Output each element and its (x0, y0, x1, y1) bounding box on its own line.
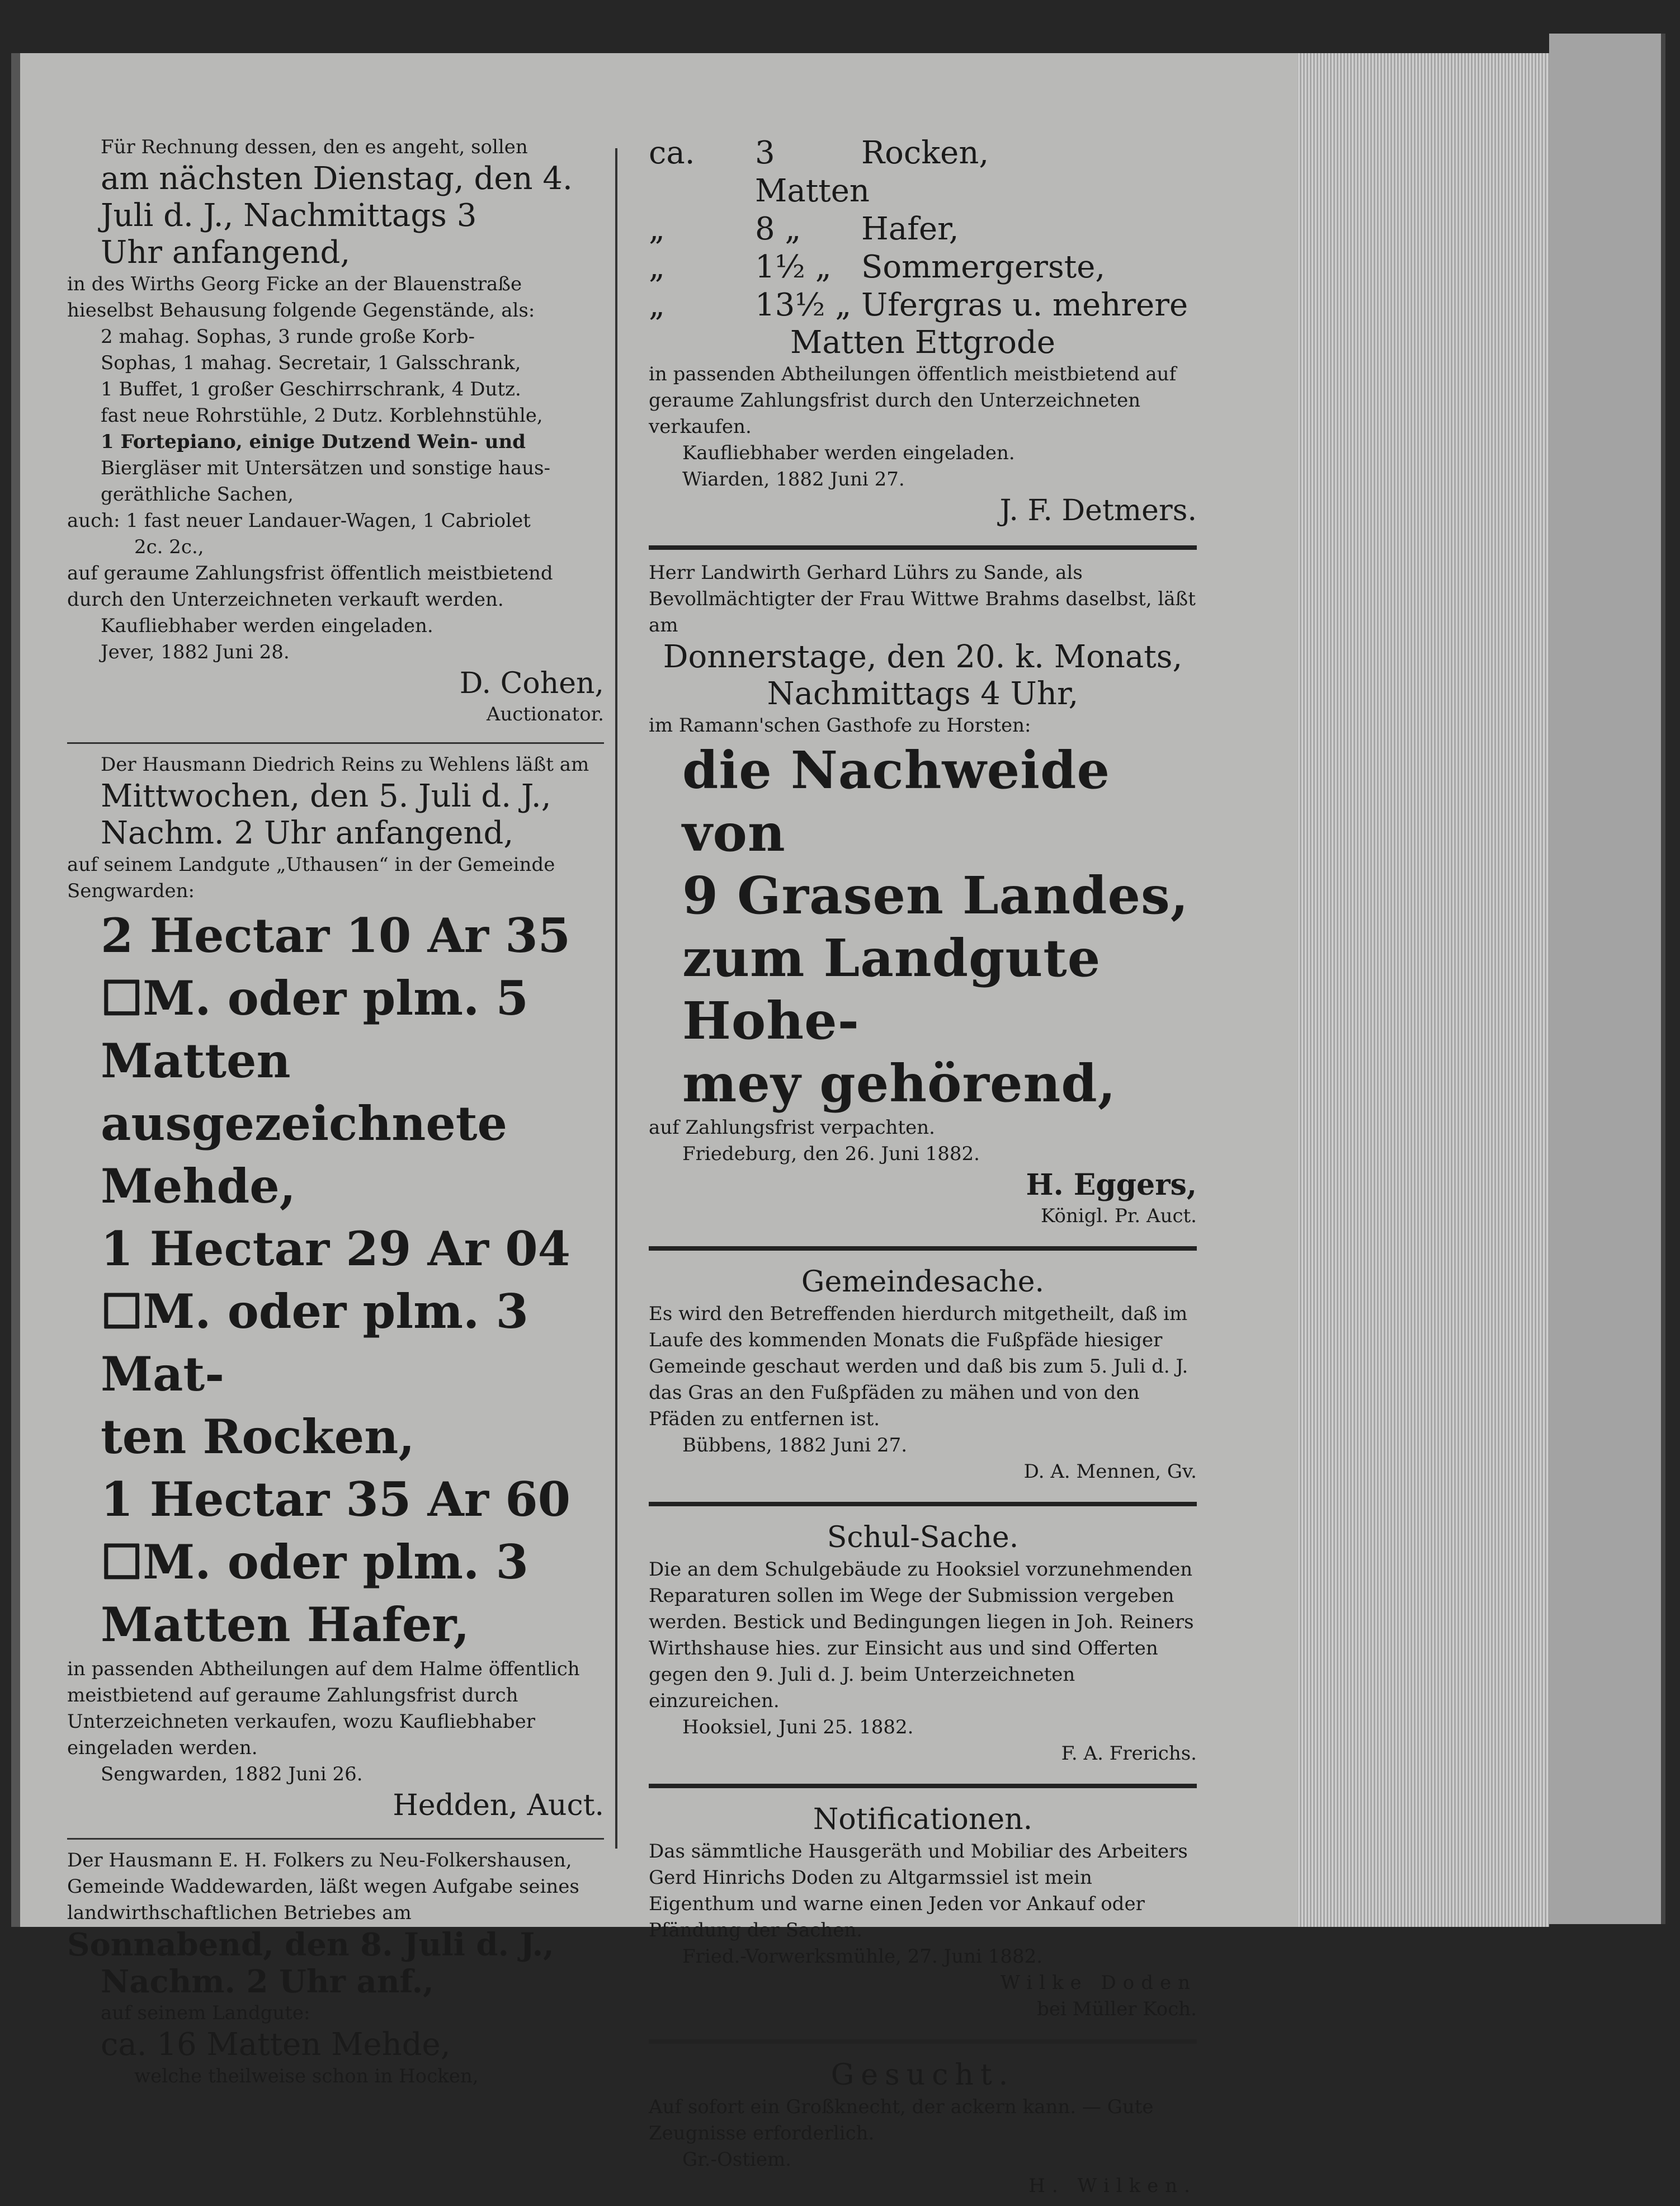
lot-qualifier: „ (649, 211, 666, 247)
ad-farm-auction (67, 1847, 604, 2090)
ad-separator (649, 1502, 1197, 1506)
ad-farm-auction-continued (649, 134, 1197, 529)
page-edges (1297, 53, 1549, 1927)
ad-location: im Ramann'schen Gasthofe zu Horsten: (649, 714, 1031, 737)
ad-furniture-auction (67, 134, 604, 728)
ad-item: 1 Fortepiano, einige Dutzend Wein- und (101, 431, 526, 453)
ad-signer: D. A. Mennen, Gv. (1023, 1460, 1197, 1483)
ad-separator (649, 1246, 1197, 1251)
ad-date-line: Uhr anfangend, (101, 234, 351, 271)
lot-crop: Rocken, (861, 135, 989, 171)
ad-lot-line: ☐M. oder plm. 3 Mat- (101, 1284, 528, 1402)
ad-signer-title: Auctionator. (486, 703, 604, 725)
ad-display-line: die Nachweide von (682, 740, 1110, 863)
ad-signer: Hedden, Auct. (393, 1789, 604, 1822)
ad-lot-line: Matten ausgezeichnete (101, 1033, 508, 1151)
lot-row (649, 286, 1197, 324)
ad-place-date: Jever, 1882 Juni 28. (101, 641, 290, 663)
ad-date-line: Sonnabend, den 8. Juli d. J., (67, 1926, 554, 1963)
ad-signer: J. F. Detmers. (999, 494, 1197, 527)
lot-amount: 8 „ (755, 211, 801, 247)
ad-terms: auf geraume Zahlungsfrist öffentlich meistbietend durch den Unterzeichneten verkauft werden. (67, 562, 553, 611)
ad-body: Es wird den Betreffenden hierdurch mitgetheilt, daß im Laufe des kommenden Monats die Fußpfäde hiesiger Gemeinde geschaut werden und daß bis zum 5. Juli d. J. das Gras an den Fußpfäden zu mähen und von den Pfäden zu entfernen ist. (649, 1303, 1188, 1430)
ad-heading: Gemeindesache. (801, 1265, 1045, 1299)
ad-pasture-lease (649, 560, 1197, 1229)
ad-invite: Kaufliebhaber werden eingeladen. (682, 442, 1015, 464)
lot-qualifier: ca. (649, 135, 695, 171)
ad-lot-line: Matten Hafer, (101, 1597, 470, 1652)
lot-amount: 3 Matten (755, 135, 870, 209)
ad-gesucht (649, 2054, 1197, 2199)
ad-lot-line: ☐M. oder plm. 3 (101, 1534, 528, 1590)
lot-amount: 13½ „ (755, 287, 852, 323)
ad-terms: in passenden Abtheilungen öffentlich meistbietend auf geraume Zahlungsfrist durch den Unterzeichneten verkaufen. (649, 363, 1177, 438)
ad-item-extra: auch: 1 fast neuer Landauer-Wagen, 1 Cabriolet (67, 510, 531, 532)
ad-item: 1 Buffet, 1 großer Geschirrschrank, 4 Dutz. (101, 378, 521, 400)
lot-qualifier: „ (649, 249, 666, 285)
ad-lot-line: 1 Hectar 35 Ar 60 (101, 1472, 571, 1527)
ad-place-date: Sengwarden, 1882 Juni 26. (101, 1763, 363, 1785)
ad-terms: in passenden Abtheilungen auf dem Halme öffentlich meistbietend auf geraume Zahlungsfrist durch Unterzeichneten verkaufen, wozu Kaufliebhaber eingeladen werden. (67, 1658, 580, 1759)
ad-schulsache (649, 1516, 1197, 1767)
ad-date-line: Mittwochen, den 5. Juli d. J., (101, 778, 551, 814)
ad-item: geräthliche Sachen, (101, 483, 294, 506)
ad-signer: F. A. Frerichs. (1061, 1742, 1197, 1765)
ad-notificationen (649, 1798, 1197, 2023)
ad-location: auf seinem Landgute: (101, 2002, 310, 2024)
ad-display-line: zum Landgute Hohe- (682, 928, 1101, 1051)
ad-separator (67, 1838, 604, 1840)
ad-signer: H. Eggers, (1026, 1168, 1197, 1202)
ad-place: Gr.-Ostiem. (682, 2148, 792, 2171)
ad-item-etc: 2c. 2c., (134, 536, 204, 558)
ad-gemeindesache (649, 1261, 1197, 1485)
ad-intro: Für Rechnung dessen, den es angeht, sollen (101, 136, 528, 158)
ad-item: fast neue Rohrstühle, 2 Dutz. Korblehnstühle, (101, 404, 543, 427)
lot-crop: Hafer, (861, 211, 959, 247)
ad-date-line: am nächsten Dienstag, den 4. (101, 161, 573, 197)
column-divider (615, 148, 617, 1849)
ad-place-date: Wiarden, 1882 Juni 27. (682, 468, 905, 491)
ad-heading: Notificationen. (813, 1803, 1033, 1836)
ad-item-note: welche theilweise schon in Hocken, (134, 2065, 479, 2087)
ad-lot-line: ten Rocken, (101, 1409, 415, 1464)
ad-display-line: 9 Grasen Landes, (682, 865, 1189, 926)
ad-intro: Der Hausmann Diedrich Reins zu Wehlens läßt am (101, 753, 589, 776)
ad-separator (649, 2039, 1197, 2044)
ad-date-line: Juli d. J., Nachmittags 3 (101, 197, 477, 234)
lot-crop: Sommergerste, (861, 249, 1106, 285)
ad-body: Die an dem Schulgebäude zu Hooksiel vorzunehmenden Reparaturen sollen im Wege der Submission vergeben werden. Bestick und Bedingungen liegen in Joh. Reiners Wirthshause hies. zur Einsicht aus und sind Offerten gegen den 9. Juli d. J. beim Unterzeichneten einzureichen. (649, 1558, 1194, 1712)
book-cover (1549, 34, 1665, 1924)
ad-intro: Herr Landwirth Gerhard Lührs zu Sande, als Bevollmächtigter der Frau Wittwe Brahms daselbst, läßt am (649, 562, 1196, 637)
left-column (67, 134, 604, 2096)
ad-intro: Der Hausmann E. H. Folkers zu Neu-Folkershausen, Gemeinde Waddewarden, läßt wegen Aufgabe seines landwirthschaftlichen Betriebes am (67, 1849, 579, 1924)
ad-lot-line: ☐M. oder plm. 5 (101, 970, 528, 1026)
ad-lot-line: 1 Hectar 29 Ar 04 (101, 1221, 571, 1276)
ad-location: in des Wirths Georg Ficke an der Blauenstraße hieselbst Behausung folgende Gegenstände, als: (67, 273, 535, 322)
lot-row (649, 134, 1197, 210)
ad-lot-line: Mehde, (101, 1158, 296, 1214)
ad-heading: Gesucht. (830, 2058, 1015, 2092)
ad-signer: Wilke Doden (1000, 1972, 1197, 1994)
ad-date-line: Nachmittags 4 Uhr, (767, 676, 1079, 712)
ad-date-line: Nachm. 2 Uhr anfangend, (101, 815, 514, 851)
ad-place-date: Friedeburg, den 26. Juni 1882. (682, 1143, 980, 1165)
ad-invite: Kaufliebhaber werden eingeladen. (101, 615, 433, 637)
ad-location: auf seinem Landgute „Uthausen“ in der Gemeinde Sengwarden: (67, 854, 555, 902)
ad-body: Auf sofort ein Großknecht, der ackern kann. — Gute Zeugnisse erforderlich. (649, 2096, 1154, 2144)
ad-display-line: mey gehörend, (682, 1053, 1116, 1114)
ad-date-line: Nachm. 2 Uhr anf., (101, 1963, 434, 2000)
ad-heading: Schul-Sache. (827, 1521, 1019, 1554)
ad-separator (649, 545, 1197, 550)
ad-place-date: Fried.-Vorwerksmühle, 27. Juni 1882. (682, 1945, 1043, 1968)
lot-row (649, 210, 1197, 248)
ad-signer-title: Königl. Pr. Auct. (1041, 1205, 1197, 1227)
ad-signer: H. Wilken. (1028, 2175, 1197, 2197)
lot-row-last: Matten Ettgrode (790, 324, 1055, 361)
ad-land-auction (67, 752, 604, 1823)
ad-terms: auf Zahlungsfrist verpachten. (649, 1116, 935, 1139)
right-column (649, 134, 1197, 2206)
ad-item: Biergläser mit Untersätzen und sonstige haus- (101, 457, 550, 479)
ad-signer: D. Cohen, (459, 667, 604, 700)
ad-body: Das sämmtliche Hausgeräth und Mobiliar des Arbeiters Gerd Hinrichs Doden zu Altgarmssiel ist mein Eigenthum und warne einen Jeden vor Ankauf oder Pfändung der Sachen. (649, 1840, 1188, 1941)
ad-date-line: Donnerstage, den 20. k. Monats, (663, 639, 1183, 675)
ad-item: ca. 16 Matten Mehde, (101, 2026, 451, 2063)
ad-lot-line: 2 Hectar 10 Ar 35 (101, 908, 571, 963)
ad-item: 2 mahag. Sophas, 3 runde große Korb- (101, 326, 475, 348)
ad-place-date: Bübbens, 1882 Juni 27. (682, 1434, 908, 1456)
lot-amount: 1½ „ (755, 249, 832, 285)
lot-row (649, 248, 1197, 286)
ad-separator (649, 1784, 1197, 1788)
lot-crop: Ufergras u. mehrere (861, 287, 1188, 323)
ad-separator (67, 742, 604, 744)
lot-qualifier: „ (649, 287, 666, 323)
ad-signer-note: bei Müller Koch. (1037, 1998, 1197, 2020)
ad-place-date: Hooksiel, Juni 25. 1882. (682, 1716, 914, 1738)
ad-item: Sophas, 1 mahag. Secretair, 1 Galsschrank, (101, 352, 521, 374)
